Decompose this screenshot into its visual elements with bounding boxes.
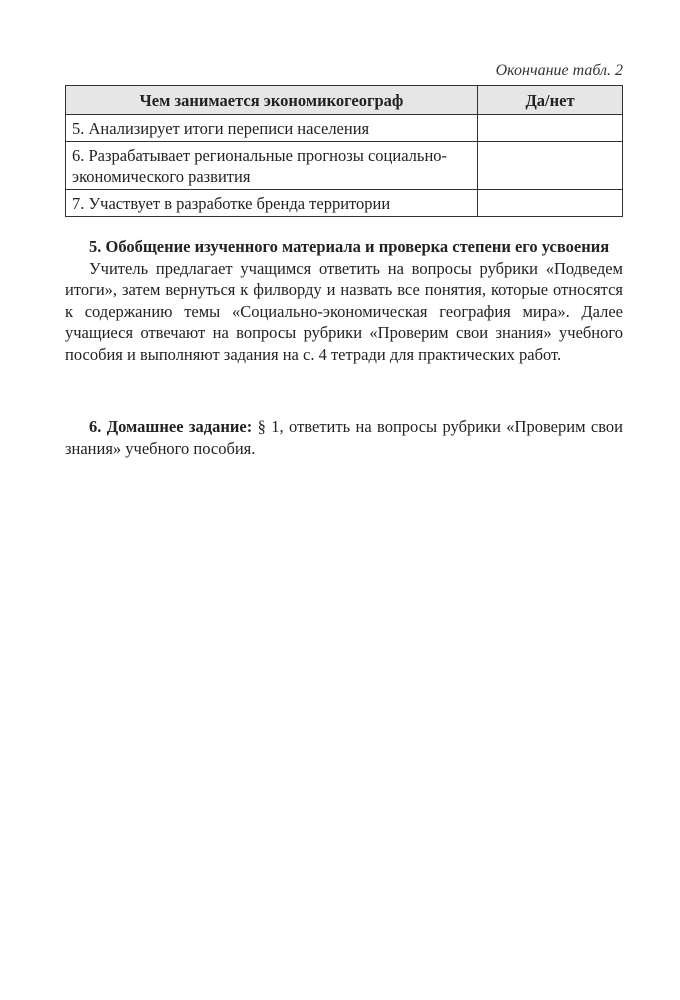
section-5 xyxy=(65,236,623,365)
activity-cell: 6. Разрабатывает региональные прогнозы социально-экономического развития xyxy=(66,142,478,190)
answer-cell xyxy=(478,142,623,190)
table-row xyxy=(66,190,623,217)
table-caption: Окончание табл. 2 xyxy=(495,62,623,79)
table-header-row xyxy=(66,86,623,115)
table-row xyxy=(66,115,623,142)
activity-cell: 5. Анализирует итоги переписи населения xyxy=(66,115,478,142)
section-6 xyxy=(65,416,623,459)
table-row xyxy=(66,142,623,190)
section-5-heading: 5. Обобщение изученного материала и проверка степени его усвоения xyxy=(89,237,610,256)
section-6-heading: 6. Домашнее задание: xyxy=(89,417,253,436)
column-header-activity: Чем занимается экономикогеограф xyxy=(66,86,478,115)
section-5-body: Учитель предлагает учащимся ответить на вопросы рубрики «Подведем итоги», затем вернуться к филворду и назвать все понятия, которые относятся к содержанию темы «Социально-экономическая география мира». Далее учащиеся отвечают на вопросы рубрики «Проверим свои знания» учебного пособия и выполняют задания на с. 4 тетради для практических работ. xyxy=(65,258,623,364)
activities-table xyxy=(65,85,623,217)
section-6-body: § 1, ответить на вопросы рубрики «Проверим свои знания» учебного пособия. xyxy=(65,417,623,458)
column-header-answer: Да/нет xyxy=(478,86,623,115)
answer-cell xyxy=(478,190,623,217)
answer-cell xyxy=(478,115,623,142)
activity-cell: 7. Участвует в разработке бренда территории xyxy=(66,190,478,217)
